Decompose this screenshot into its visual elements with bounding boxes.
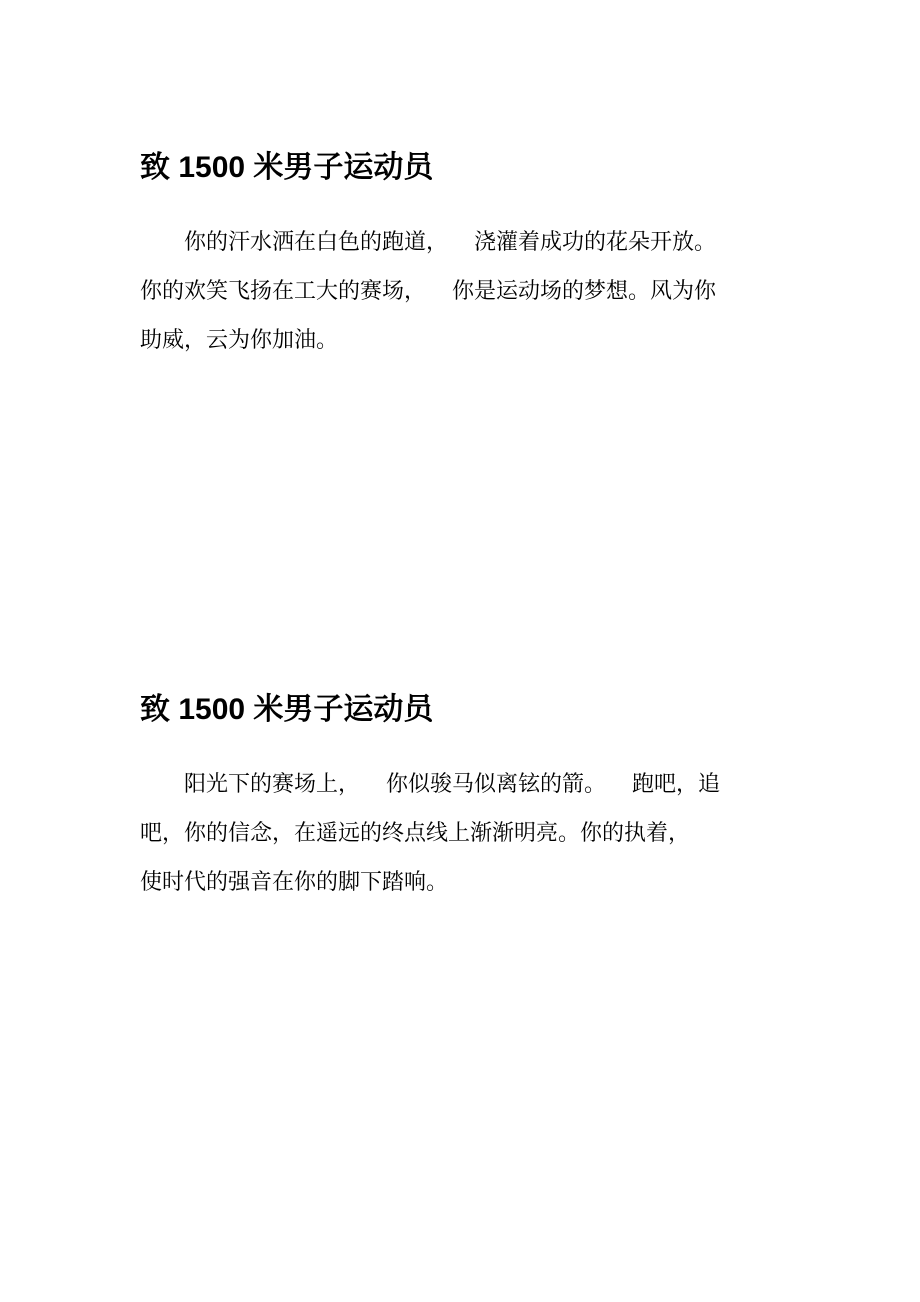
- poem-section-2: [140, 690, 785, 907]
- poem-section-1: [140, 148, 785, 365]
- poem-line: [140, 316, 785, 365]
- poem-phrase: 使时代的强音在你的脚下踏响。: [140, 870, 449, 895]
- poem-line: [140, 760, 785, 809]
- poem-line: [140, 809, 785, 858]
- poem-phrase: 吧，你的信念，在遥远的终点线上渐渐明亮。你的执着，: [140, 821, 691, 846]
- poem-phrase: 你似骏马似离铉的箭。: [386, 772, 607, 797]
- poem-line: [140, 267, 785, 316]
- poem-body: [140, 218, 785, 365]
- poem-phrase: 你的汗水洒在白色的跑道，: [184, 230, 449, 255]
- poem-phrase: 你是运动场的梦想。风为你: [452, 279, 717, 304]
- poem-phrase: 浇灌着成功的花朵开放。: [474, 230, 717, 255]
- poem-line: [140, 218, 785, 267]
- poem-line: [140, 858, 785, 907]
- poem-phrase: 助威，云为你加油。: [140, 328, 339, 353]
- poem-body: [140, 760, 785, 907]
- poem-phrase: 阳光下的赛场上，: [184, 772, 361, 797]
- poem-phrase: 跑吧，追: [632, 772, 721, 797]
- poem-title: 致 1500 米男子运动员: [140, 693, 434, 726]
- poem-title: 致 1500 米男子运动员: [140, 151, 434, 184]
- poem-phrase: 你的欢笑飞扬在工大的赛场，: [140, 279, 427, 304]
